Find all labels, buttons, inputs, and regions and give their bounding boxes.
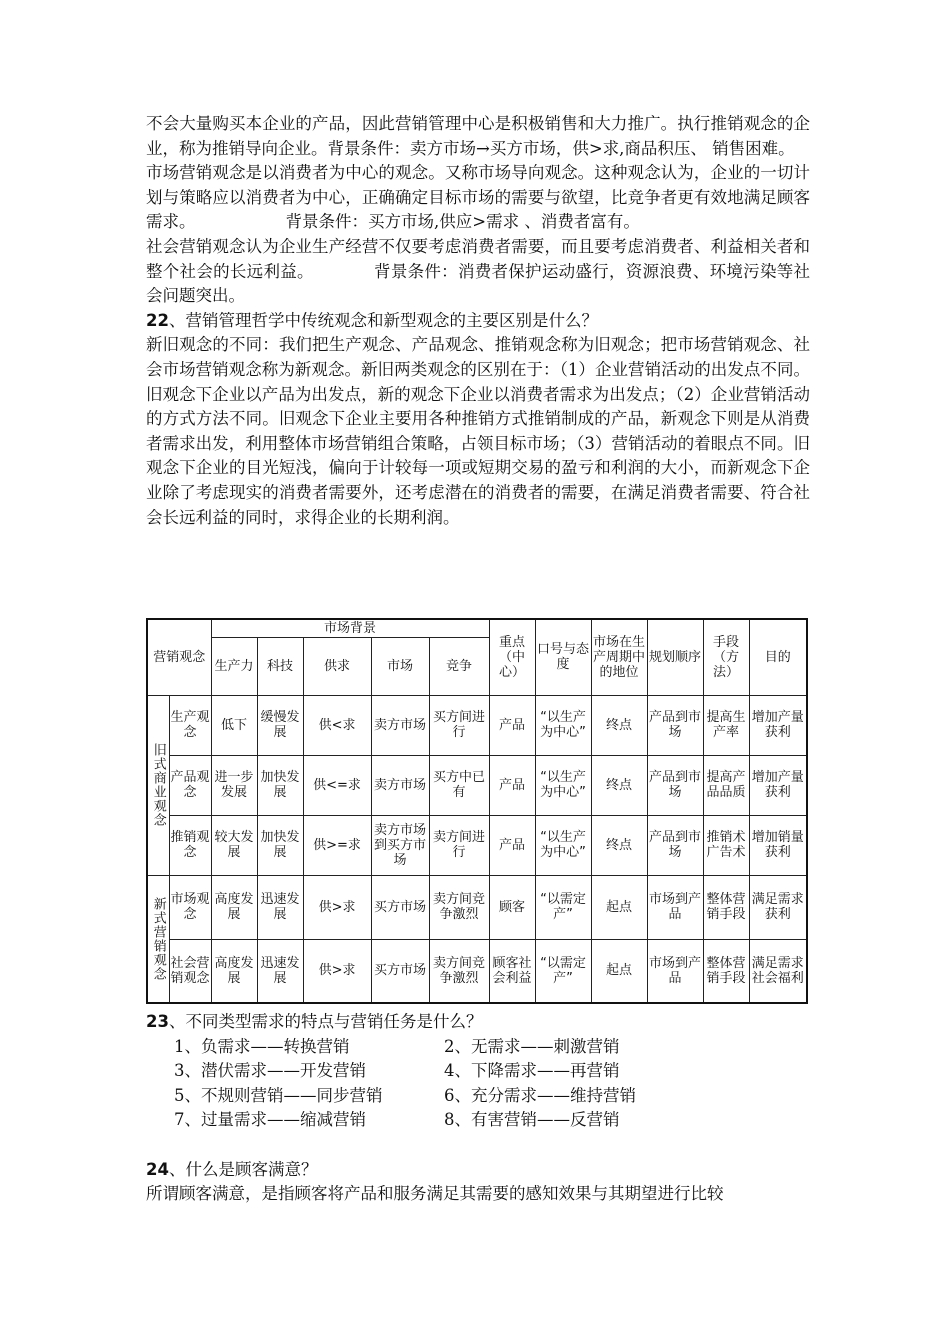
table-cell: 买方市场 bbox=[371, 939, 429, 1003]
table-cell: 卖方间竞争激烈 bbox=[429, 875, 489, 939]
marketing-concept-text: 市场营销观念是以消费者为中心的观念。又称市场导向观念。这种观念认为，企业的一切计划与策略应以消费者为中心，正确确定目标市场的需要与欲望，比竞争者更有效地满足顾客需求。 bbox=[146, 163, 810, 232]
table-row-name: 生产观念 bbox=[169, 695, 211, 755]
table-cell: 供<=求 bbox=[303, 755, 371, 815]
group-new-label: 新式营销观念 bbox=[150, 896, 166, 981]
table-cell: 增加产量获利 bbox=[749, 695, 807, 755]
table-cell: 供>求 bbox=[303, 875, 371, 939]
demand-types-list bbox=[146, 1035, 810, 1133]
social-marketing-background: 背景条件：消费者保护运动盛行，资源浪费、环境污染等社会问题突出。 bbox=[146, 261, 811, 306]
table-cell: 进一步发展 bbox=[211, 755, 257, 815]
paragraph-push-concept: 不会大量购买本企业的产品，因此营销管理中心是积极销售和大力推广。执行推销观念的企业，称为推销导向企业。背景条件：卖方市场→买方市场，供>求,商品积压、 销售困难。 bbox=[146, 114, 810, 158]
table-cell: “以生产为中心” bbox=[535, 815, 591, 875]
table-cell: 提高生产率 bbox=[703, 695, 749, 755]
paragraph-social-marketing bbox=[146, 235, 810, 309]
list-item-right: 8、有害营销——反营销 bbox=[444, 1110, 620, 1130]
table-row-name: 市场观念 bbox=[169, 875, 211, 939]
table-cell: 供>求 bbox=[303, 939, 371, 1003]
document-page-lower bbox=[146, 1010, 810, 1207]
table-cell: 供<求 bbox=[303, 695, 371, 755]
table-cell: 市场到产品 bbox=[647, 939, 703, 1003]
table-cell: 低下 bbox=[211, 695, 257, 755]
header-means: 手段（方法） bbox=[703, 619, 749, 695]
table-cell: 整体营销手段 bbox=[703, 939, 749, 1003]
table-cell: 终点 bbox=[591, 815, 647, 875]
table-cell: 产品 bbox=[489, 695, 535, 755]
question-24-number: 24 bbox=[146, 1159, 169, 1179]
header-position: 市场在生产周期中的地位 bbox=[591, 619, 647, 695]
paragraph-marketing-concept bbox=[146, 161, 810, 235]
list-item bbox=[146, 1108, 810, 1133]
table-cell: 较大发展 bbox=[211, 815, 257, 875]
table-cell: 卖方市场 bbox=[371, 755, 429, 815]
question-23-title: 、不同类型需求的特点与营销任务是什么？ bbox=[168, 1012, 483, 1031]
table-cell: 起点 bbox=[591, 939, 647, 1003]
marketing-concepts-table bbox=[146, 618, 808, 1004]
list-item-left: 1、负需求——转换营销 bbox=[174, 1036, 350, 1056]
table-cell: “以生产为中心” bbox=[535, 695, 591, 755]
table-cell: 加快发展 bbox=[257, 815, 303, 875]
document-page bbox=[146, 112, 810, 530]
list-item-right: 6、充分需求——维持营销 bbox=[444, 1085, 636, 1105]
table-cell: 满足需求社会福利 bbox=[749, 939, 807, 1003]
question-24-title: 、什么是顾客满意？ bbox=[168, 1159, 318, 1179]
table-cell: 卖方市场 bbox=[371, 695, 429, 755]
group-new bbox=[147, 875, 169, 1003]
answer-22: 新旧观念的不同：我们把生产观念、产品观念、推销观念称为旧观念；把市场营销观念、社会市场营销观念称为新观念。新旧两类观念的区别在于：（1）企业营销活动的出发点不同。旧观念下企业以产品为出发点，新的观念下企业以消费者需求为出发点；（2）企业营销活动的方式方法不同。旧观念下企业主要用各种推销方式推销制成的产品，新观念下则是从消费者需求出发，利用整体市场营销组合策略，占领目标市场；（3）营销活动的着眼点不同。旧观念下企业的目光短浅，偏向于计较每一项或短期交易的盈亏和利润的大小，而新观念下企业除了考虑现实的消费者需要外，还考虑潜在的消费者的需要，在满足消费者需要、符合社会长远利益的同时，求得企业的长期利润。 bbox=[146, 335, 810, 527]
table-cell: “以需定产” bbox=[535, 875, 591, 939]
list-item-left: 7、过量需求——缩减营销 bbox=[174, 1110, 366, 1130]
table-cell: 提高产品品质 bbox=[703, 755, 749, 815]
table-cell: 买方市场 bbox=[371, 875, 429, 939]
table-cell: 顾客 bbox=[489, 875, 535, 939]
table-cell: 推销术广告术 bbox=[703, 815, 749, 875]
table-cell: 整体营销手段 bbox=[703, 875, 749, 939]
table-cell: “以需定产” bbox=[535, 939, 591, 1003]
answer-24: 所谓顾客满意，是指顾客将产品和服务满足其需要的感知效果与其期望进行比较 bbox=[146, 1184, 724, 1204]
question-24 bbox=[146, 1158, 810, 1183]
table-cell: 卖方市场到买方市场 bbox=[371, 815, 429, 875]
list-item-left: 5、不规则营销——同步营销 bbox=[174, 1085, 383, 1105]
header-supply: 供求 bbox=[303, 637, 371, 695]
header-goal: 目的 bbox=[749, 619, 807, 695]
table-row-name: 社会营销观念 bbox=[169, 939, 211, 1003]
table-cell: “以生产为中心” bbox=[535, 755, 591, 815]
header-order: 规划顺序 bbox=[647, 619, 703, 695]
header-competition: 竞争 bbox=[429, 637, 489, 695]
header-market: 市场 bbox=[371, 637, 429, 695]
question-22-number: 22 bbox=[146, 310, 169, 330]
table-row-name: 推销观念 bbox=[169, 815, 211, 875]
table-cell: 加快发展 bbox=[257, 755, 303, 815]
social-marketing-text: 社会营销观念认为企业生产经营不仅要考虑消费者需要，而且要考虑消费者、利益相关者和整个社会的长远利益。 bbox=[146, 236, 810, 281]
list-item bbox=[146, 1035, 810, 1060]
table-cell: 满足需求获利 bbox=[749, 875, 807, 939]
header-market-background: 市场背景 bbox=[211, 619, 489, 637]
table-cell: 产品 bbox=[489, 755, 535, 815]
table-cell: 卖方间进行 bbox=[429, 815, 489, 875]
list-item-right: 2、无需求——刺激营销 bbox=[444, 1036, 620, 1056]
header-tech: 科技 bbox=[257, 637, 303, 695]
group-old-label: 旧式商业观念 bbox=[150, 743, 166, 827]
table-cell: 卖方间竞争激烈 bbox=[429, 939, 489, 1003]
table-cell: 迅速发展 bbox=[257, 875, 303, 939]
table-cell: 产品到市场 bbox=[647, 695, 703, 755]
list-item-right: 4、下降需求——再营销 bbox=[444, 1061, 620, 1081]
table-cell: 高度发展 bbox=[211, 939, 257, 1003]
table-cell: 高度发展 bbox=[211, 875, 257, 939]
question-23-number: 23 bbox=[146, 1012, 169, 1031]
table-cell: 增加产量获利 bbox=[749, 755, 807, 815]
table-cell: 产品 bbox=[489, 815, 535, 875]
table-cell: 产品到市场 bbox=[647, 755, 703, 815]
blank-line bbox=[146, 1133, 810, 1158]
table-cell: 终点 bbox=[591, 755, 647, 815]
table-cell: 买方中已有 bbox=[429, 755, 489, 815]
question-22-title: 、营销管理哲学中传统观念和新型观念的主要区别是什么？ bbox=[168, 310, 598, 330]
list-item-left: 3、潜伏需求——开发营销 bbox=[174, 1061, 366, 1081]
table-cell: 顾客社会利益 bbox=[489, 939, 535, 1003]
question-23 bbox=[146, 1010, 810, 1035]
table-cell: 产品到市场 bbox=[647, 815, 703, 875]
table-cell: 起点 bbox=[591, 875, 647, 939]
table-cell: 终点 bbox=[591, 695, 647, 755]
marketing-concept-background: 背景条件：买方市场,供应>需求 、消费者富有。 bbox=[285, 212, 640, 232]
table-cell: 缓慢发展 bbox=[257, 695, 303, 755]
table-cell: 增加销量获利 bbox=[749, 815, 807, 875]
table-cell: 供>=求 bbox=[303, 815, 371, 875]
list-item bbox=[146, 1059, 810, 1084]
group-old bbox=[147, 695, 169, 875]
header-focus: 重点（中心） bbox=[489, 619, 535, 695]
list-item bbox=[146, 1084, 810, 1109]
table-row-name: 产品观念 bbox=[169, 755, 211, 815]
header-productivity: 生产力 bbox=[211, 637, 257, 695]
header-concept: 营销观念 bbox=[147, 619, 211, 695]
table-cell: 市场到产品 bbox=[647, 875, 703, 939]
header-slogan: 口号与态度 bbox=[535, 619, 591, 695]
question-22 bbox=[146, 309, 810, 334]
table-cell: 买方间进行 bbox=[429, 695, 489, 755]
table-cell: 迅速发展 bbox=[257, 939, 303, 1003]
